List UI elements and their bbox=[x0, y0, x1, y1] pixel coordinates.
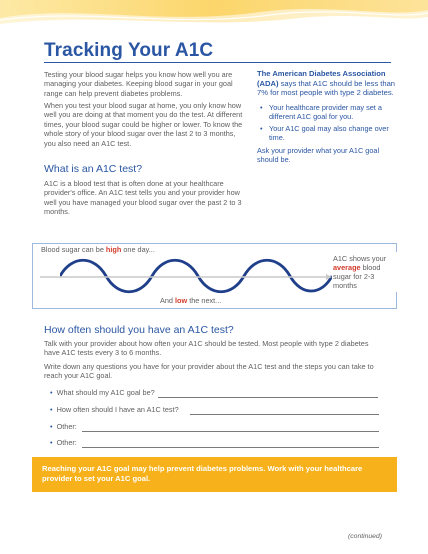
ada-name: The American Diabetes Association (ADA) bbox=[257, 69, 386, 88]
ada-sidebar-heading bbox=[257, 69, 399, 98]
bullet-icon: • bbox=[50, 422, 53, 431]
what-is-a1c-paragraph: A1C is a blood test that is often done at your healthcare provider's office. An A1C test tells you and your provider how well you have managed your blood sugar over the past 2 to 3 months. bbox=[44, 179, 242, 217]
question-line: • How often should I have an A1C test? bbox=[50, 405, 179, 414]
header-wave-band bbox=[0, 0, 428, 30]
ada-sidebar-footer: Ask your provider what your A1C goal should be. bbox=[257, 145, 380, 164]
home-test-paragraph: When you test your blood sugar at home, you only know how well you are doing at that moment you do the test. At different times, your blood sugar could be higher or lower. To know the whole story of your blood sugar over the last 2 to 3 months, you also need an A1C test. bbox=[44, 101, 243, 148]
goal-callout-box bbox=[32, 457, 397, 492]
high-day-label: Blood sugar can be high one day... bbox=[41, 245, 155, 254]
goal-callout-text: Reaching your A1C goal may help prevent diabetes problems. Work with your healthcare provider to set your A1C goal. bbox=[42, 464, 363, 483]
continued-note: (continued) bbox=[348, 533, 383, 540]
average-line bbox=[40, 274, 332, 280]
intro-paragraph: Testing your blood sugar helps you know how well you are managing your diabetes. Keeping blood sugar in your goal range can help prevent diabetes problems. bbox=[44, 70, 233, 98]
answer-line-frequency[interactable] bbox=[190, 414, 379, 415]
ada-bullet-list bbox=[257, 103, 399, 142]
what-is-a1c-heading: What is an A1C test? bbox=[44, 163, 143, 175]
answer-line-goal[interactable] bbox=[158, 397, 378, 398]
answer-line-other-2[interactable] bbox=[82, 447, 379, 448]
question-line: • Other: bbox=[50, 438, 77, 447]
how-often-paragraph: Talk with your provider about how often your A1C should be tested. Most people with type 2 diabetes have A1C tests every 3 to 6 months. bbox=[44, 339, 369, 358]
ada-statement: says that A1C should be less than 7% for most people with type 2 diabetes. bbox=[257, 78, 396, 98]
answer-line-other-1[interactable] bbox=[82, 431, 379, 432]
title-divider bbox=[44, 62, 391, 63]
bullet-icon: • bbox=[50, 438, 53, 447]
bullet-icon: • bbox=[260, 123, 263, 133]
question-line: • Other: bbox=[50, 422, 77, 431]
a1c-average-label: A1C shows your average blood sugar for 2-3 months bbox=[333, 252, 399, 292]
bullet-icon: • bbox=[50, 405, 53, 414]
bullet-icon: • bbox=[50, 388, 53, 397]
question-line: • What should my A1C goal be? bbox=[50, 388, 155, 397]
list-item: • Your A1C goal may also change over time. bbox=[260, 123, 389, 142]
bullet-icon: • bbox=[260, 102, 263, 112]
page-title: Tracking Your A1C bbox=[44, 40, 214, 61]
low-day-label: And low the next... bbox=[160, 296, 222, 305]
list-item: • Your healthcare provider may set a different A1C goal for you. bbox=[260, 102, 382, 121]
ada-sidebar bbox=[257, 69, 399, 164]
how-often-heading: How often should you have an A1C test? bbox=[44, 324, 234, 336]
questions-paragraph: Write down any questions you have for your provider about the A1C test and the steps you can take to reach your A1C goal. bbox=[44, 362, 374, 381]
